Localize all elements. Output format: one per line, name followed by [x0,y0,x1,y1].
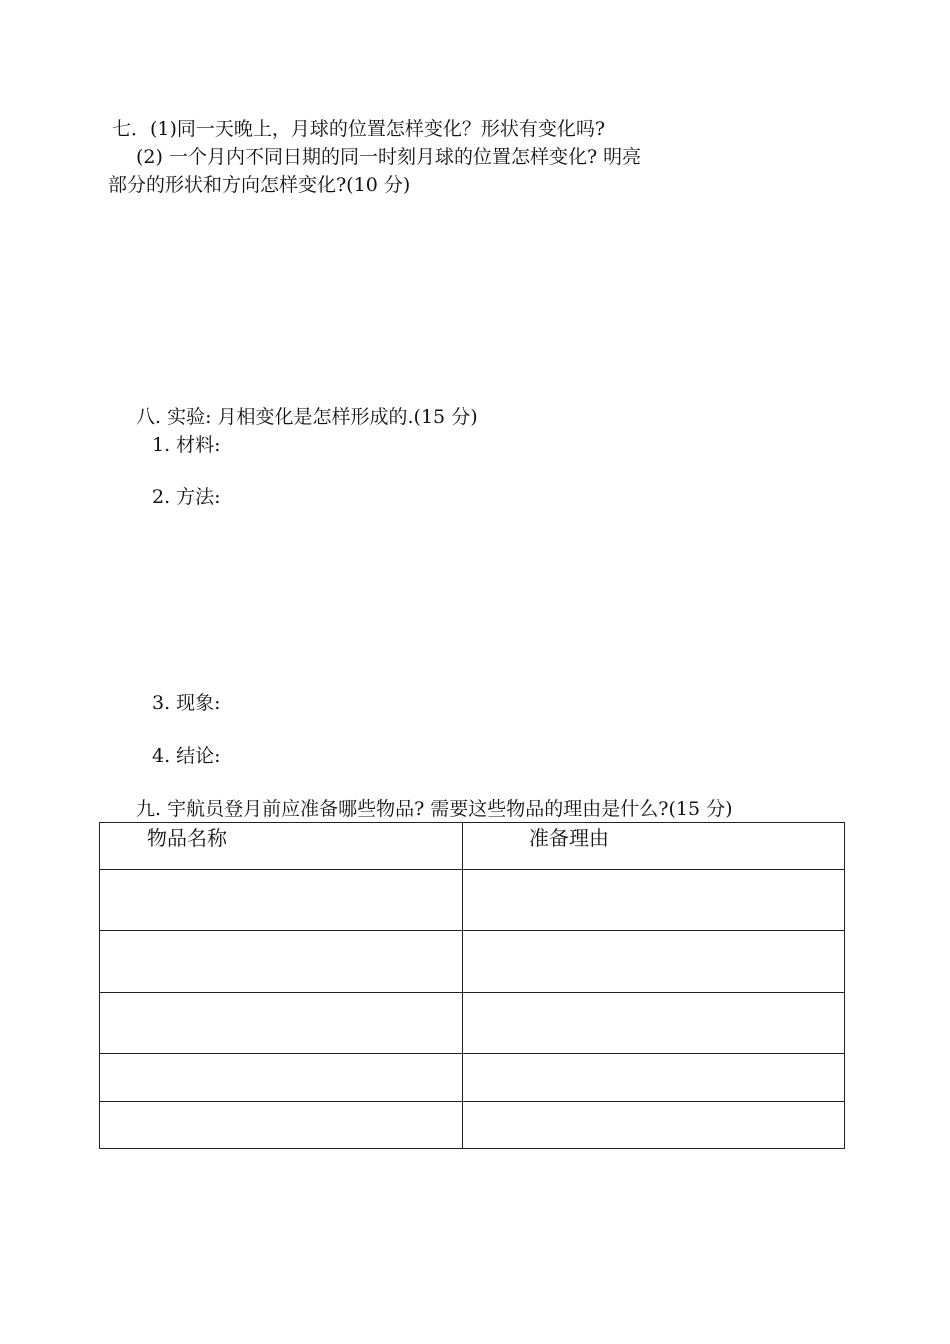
table-cell-reason[interactable] [463,931,845,993]
table-row [100,931,845,993]
table-cell-item[interactable] [100,1102,463,1149]
table-cell-reason[interactable] [463,1102,845,1149]
question8-item-conclusion: 4. 结论: [152,745,221,767]
table-cell-item[interactable] [100,993,463,1054]
table-row [100,1102,845,1149]
question7-line1: 七．(1)同一天晚上，月球的位置怎样变化？形状有变化吗? [112,118,606,140]
question9-title: 九. 宇航员登月前应准备哪些物品? 需要这些物品的理由是什么?(15 分) [136,798,733,820]
question8-item-phenomenon: 3. 现象: [152,692,221,714]
question8-item-materials: 1. 材料: [152,434,221,456]
table-row [100,1054,845,1102]
table-cell-item[interactable] [100,1054,463,1102]
table-cell-reason[interactable] [463,993,845,1054]
table-cell-item[interactable] [100,931,463,993]
table-cell-reason[interactable] [463,1054,845,1102]
header-item-name: 物品名称 [100,823,463,870]
table-cell-reason[interactable] [463,870,845,931]
table-row [100,993,845,1054]
question7-line2: (2) 一个月内不同日期的同一时刻月球的位置怎样变化? 明亮 [136,146,642,168]
table-header-row [100,823,845,870]
question8-title: 八. 实验: 月相变化是怎样形成的.(15 分) [136,406,478,428]
table-cell-item[interactable] [100,870,463,931]
question8-item-method: 2. 方法: [152,486,221,508]
table-row [100,870,845,931]
header-reason: 准备理由 [463,823,845,870]
supplies-table [99,822,845,1149]
question7-line3: 部分的形状和方向怎样变化?(10 分) [108,174,411,196]
